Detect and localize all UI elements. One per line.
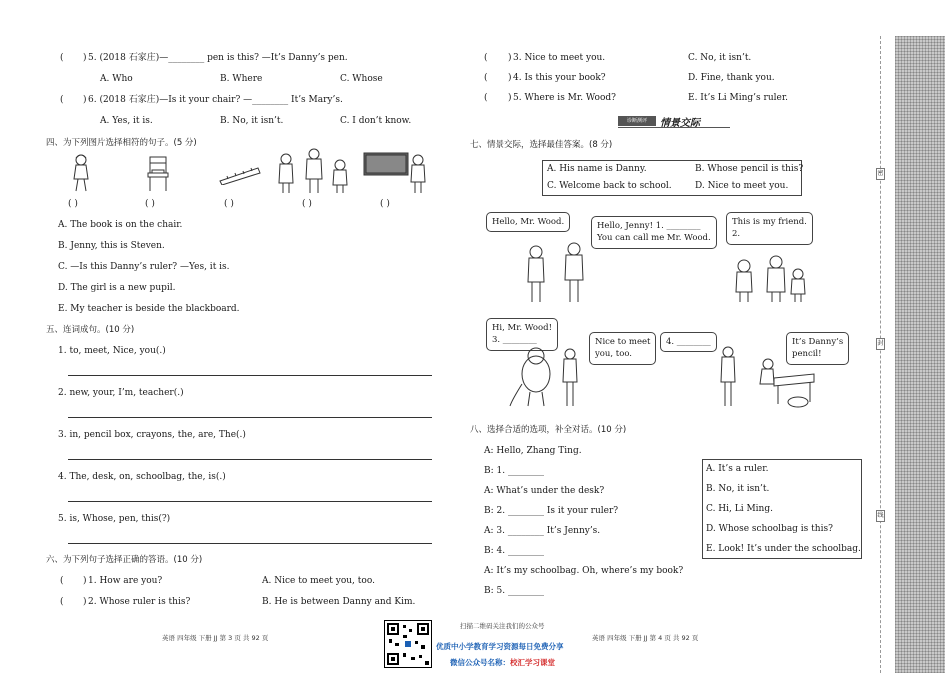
picture-bracket-1: ( ) — [68, 199, 78, 209]
sec6-row2-answer: B. He is between Danny and Kim. — [262, 597, 416, 607]
jenny-and-mr-wood-illustration — [520, 240, 590, 306]
sec6-row3-paren-close: ) — [508, 53, 512, 63]
q5-option-a: A. Who — [100, 74, 133, 84]
dialog-line-4: B: 2. ________ Is it your ruler? — [484, 506, 619, 516]
sec6-row3-answer: C. No, it isn’t. — [688, 53, 752, 63]
speech-bubble-2 — [591, 216, 717, 249]
bubble-5-line1: Nice to meet — [595, 337, 651, 347]
sec6-row3-paren-open: ( — [484, 53, 488, 63]
side-mark-2: 封 — [876, 338, 885, 350]
q6-option-c: C. I don’t know. — [340, 116, 412, 126]
binding-dashed-line — [880, 36, 881, 673]
right-page-footer: 英语 四年级 下册 JJ 第 4 页 共 92 页 — [592, 634, 699, 642]
q6-text: 6. (2018 石家庄)—Is it your chair? —________ It’s Mary’s. — [88, 95, 343, 105]
sec6-row2-paren-open: ( — [60, 597, 64, 607]
bubble-4-line2: 3. ________ — [492, 335, 537, 346]
sec5-item-3: 3. in, pencil box, crayons, the, are, The(.) — [58, 430, 246, 440]
speech-bubble-5 — [589, 332, 656, 365]
bubble-2-line1: Hello, Jenny! 1. ________ — [597, 221, 701, 231]
q5-paren-open: ( — [60, 53, 64, 63]
section5-title: 五、连词成句。(10 分) — [46, 325, 135, 335]
bubble-2-line2: You can call me Mr. Wood. — [597, 233, 711, 244]
sec7-option-b: B. Whose pencil is this? — [695, 164, 804, 174]
section-banner — [618, 114, 730, 128]
sec6-row1-answer: A. Nice to meet you, too. — [262, 576, 375, 586]
side-mark-3: 线 — [876, 510, 885, 522]
sec5-item-5: 5. is, Whose, pen, this(?) — [58, 514, 171, 524]
sec6-row2-paren-close: ) — [83, 597, 87, 607]
q5-paren-close: ) — [83, 53, 87, 63]
sec6-row1-paren-close: ) — [83, 576, 87, 586]
sec6-row2-question: 2. Whose ruler is this? — [88, 597, 191, 607]
teacher-blackboard-illustration — [363, 150, 429, 194]
promo-label: 微信公众号名称： — [450, 658, 510, 667]
answer-line-5[interactable] — [68, 543, 432, 544]
friends-introduction-illustration — [732, 252, 808, 304]
picture-bracket-2: ( ) — [145, 199, 155, 209]
sec6-row4-paren-open: ( — [484, 73, 488, 83]
section7-title: 七、情景交际，选择最佳答案。(8 分) — [470, 140, 613, 150]
chair-with-book-illustration — [145, 155, 171, 193]
sec8-option-c: C. Hi, Li Ming. — [706, 504, 773, 514]
sec6-row5-paren-close: ) — [508, 93, 512, 103]
sec6-row1-paren-open: ( — [60, 576, 64, 586]
picture-bracket-5: ( ) — [380, 199, 390, 209]
girl-illustration — [68, 153, 94, 193]
classroom-pencil-illustration — [718, 344, 818, 410]
q6-paren-close: ) — [83, 95, 87, 105]
q6-paren-open: ( — [60, 95, 64, 105]
banner-tag: 诊断测评 — [618, 116, 656, 126]
dialog-line-6: B: 4. ________ — [484, 546, 544, 556]
dialog-line-5: A: 3. ________ It’s Jenny’s. — [484, 526, 601, 536]
dialog-line-3: A: What’s under the desk? — [484, 486, 605, 496]
sec5-item-2: 2. new, your, I’m, teacher(.) — [58, 388, 184, 398]
sec4-option-e: E. My teacher is beside the blackboard. — [58, 304, 240, 314]
bubble-5-line2: you, too. — [595, 349, 633, 360]
bubble-1-text: Hello, Mr. Wood. — [492, 217, 565, 227]
sec4-option-d: D. The girl is a new pupil. — [58, 283, 176, 293]
dialog-line-7: A: It’s my schoolbag. Oh, where’s my book? — [484, 566, 684, 576]
bubble-6-text: 4. ________ — [666, 337, 711, 347]
q5-option-b: B. Where — [220, 74, 263, 84]
sec8-option-e: E. Look! It’s under the schoolbag. — [706, 544, 861, 554]
sec8-option-b: B. No, it isn’t. — [706, 484, 770, 494]
sec5-item-1: 1. to, meet, Nice, you(.) — [58, 346, 166, 356]
sec4-option-c: C. —Is this Danny’s ruler? —Yes, it is. — [58, 262, 230, 272]
q6-option-b: B. No, it isn’t. — [220, 116, 284, 126]
sec6-row5-question: 5. Where is Mr. Wood? — [513, 93, 616, 103]
left-page-footer: 英语 四年级 下册 JJ 第 3 页 共 92 页 — [162, 634, 269, 642]
answer-line-1[interactable] — [68, 375, 432, 376]
q5-option-c: C. Whose — [340, 74, 383, 84]
promo-scan-text: 扫描二维码关注我们的公众号 — [460, 622, 545, 630]
sec7-option-d: D. Nice to meet you. — [695, 181, 789, 191]
promo-account-name: 校汇学习课堂 — [510, 658, 555, 667]
banner-title: 情景交际 — [660, 118, 700, 129]
binding-margin-pattern — [895, 36, 945, 673]
sec6-row3-question: 3. Nice to meet you. — [513, 53, 606, 63]
bubble-3-line2: 2. — [732, 229, 741, 240]
side-mark-1: 密 — [876, 168, 885, 180]
introduction-people-illustration — [274, 147, 352, 195]
sec7-options-box — [542, 160, 802, 196]
dinosaur-and-mr-wood-illustration — [508, 344, 584, 410]
sec4-option-a: A. The book is on the chair. — [58, 220, 183, 230]
answer-line-2[interactable] — [68, 417, 432, 418]
sec5-item-4: 4. The, desk, on, schoolbag, the, is(.) — [58, 472, 226, 482]
section6-title: 六、为下列句子选择正确的答语。(10 分) — [46, 555, 203, 565]
bubble-3-line1: This is my friend. — [732, 217, 807, 227]
answer-line-4[interactable] — [68, 501, 432, 502]
speech-bubble-3 — [726, 212, 813, 245]
sec8-option-d: D. Whose schoolbag is this? — [706, 524, 833, 534]
sec6-row4-question: 4. Is this your book? — [513, 73, 606, 83]
bubble-7-line2: pencil! — [792, 349, 822, 360]
sec6-row5-paren-open: ( — [484, 93, 488, 103]
dialog-line-2: B: 1. ________ — [484, 466, 544, 476]
ruler-illustration — [218, 165, 262, 185]
q6-option-a: A. Yes, it is. — [100, 116, 153, 126]
sec4-option-b: B. Jenny, this is Steven. — [58, 241, 165, 251]
speech-bubble-1 — [486, 212, 570, 232]
dialog-line-8: B: 5. ________ — [484, 586, 544, 596]
banner-rule — [618, 127, 730, 128]
bubble-7-line1: It’s Danny’s — [792, 337, 844, 347]
speech-bubble-6 — [660, 332, 717, 352]
sec8-option-a: A. It’s a ruler. — [706, 464, 769, 474]
dialog-line-1: A: Hello, Zhang Ting. — [484, 446, 582, 456]
sec6-row4-paren-close: ) — [508, 73, 512, 83]
q5-text: 5. (2018 石家庄)—________ pen is this? —It’s Danny’s pen. — [88, 53, 348, 63]
sec6-row5-answer: E. It’s Li Ming’s ruler. — [688, 93, 788, 103]
section8-title: 八、选择合适的选项，补全对话。(10 分) — [470, 425, 627, 435]
sec6-row1-question: 1. How are you? — [88, 576, 163, 586]
sec8-options-box — [702, 459, 862, 559]
promo-line-1: 优质中小学教育学习资源每日免费分享 — [436, 642, 564, 651]
sec7-option-c: C. Welcome back to school. — [547, 181, 672, 191]
picture-bracket-3: ( ) — [224, 199, 234, 209]
sec6-row4-answer: D. Fine, thank you. — [688, 73, 775, 83]
picture-bracket-4: ( ) — [302, 199, 312, 209]
qr-code-image — [384, 620, 432, 668]
section4-title: 四、为下列图片选择相符的句子。(5 分) — [46, 138, 197, 148]
sec7-option-a: A. His name is Danny. — [547, 164, 647, 174]
promo-line-2 — [450, 657, 555, 668]
answer-line-3[interactable] — [68, 459, 432, 460]
bubble-4-line1: Hi, Mr. Wood! — [492, 323, 553, 333]
